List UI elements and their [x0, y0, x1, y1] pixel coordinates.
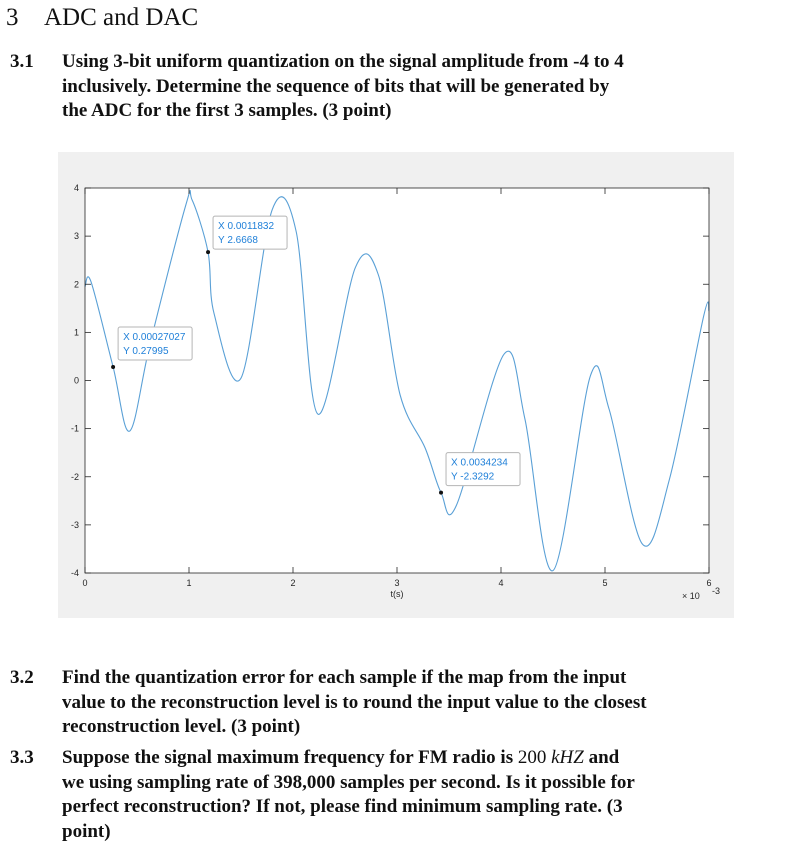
frequency-unit: kHZ	[551, 747, 584, 768]
datatip-x-label: X 0.0034234	[451, 457, 508, 469]
x-tick-label: 1	[186, 578, 192, 588]
y-tick-label: -3	[70, 519, 79, 530]
question-line-start: Suppose the signal maximum frequency for FM radio is	[62, 747, 518, 768]
x-tick-label: 2	[290, 578, 296, 588]
datatip-y-label: Y -2.3292	[451, 471, 495, 483]
datatip-marker	[111, 365, 115, 369]
datatip-marker	[439, 491, 443, 495]
y-tick-label: 3	[73, 231, 79, 242]
section-heading: ADC and DAC	[44, 4, 199, 31]
y-tick-label: 2	[73, 279, 79, 290]
question-line: Find the quantization error for each sample if the map from the input	[62, 667, 627, 688]
question-line: reconstruction level. (3 point)	[62, 716, 301, 737]
y-tick-label: -4	[70, 568, 79, 578]
question-line: inclusively. Determine the sequence of bits that will be generated by	[62, 75, 610, 97]
question-line-end: and	[583, 747, 620, 768]
question-line: the ADC for the first 3 samples. (3 point)	[62, 100, 392, 121]
question-number: 3.1	[10, 51, 34, 72]
datatip-y-label: Y 0.27995	[123, 346, 169, 358]
frequency-value: 200	[517, 747, 547, 768]
question-text	[62, 666, 785, 740]
datatip-x-label: X 0.00027027	[123, 332, 186, 344]
question-line: point)	[62, 820, 111, 842]
x-axis-label: t(s)	[390, 589, 404, 599]
x-tick-label: 0	[82, 578, 88, 588]
x-axis-exponent: × 10	[682, 591, 700, 601]
question-3-1	[10, 50, 785, 124]
x-tick-label: 4	[498, 578, 504, 588]
question-line: Using 3-bit uniform quantization on the signal amplitude from -4 to 4	[62, 51, 624, 72]
section-title	[6, 4, 198, 32]
datatip-marker	[206, 250, 210, 254]
signal-plot	[58, 152, 734, 618]
question-line: we using sampling rate of 398,000 samples per second. Is it possible for	[62, 771, 635, 793]
question-line: value to the reconstruction level is to round the input value to the closest	[62, 691, 647, 713]
datatip-y-label: Y 2.6668	[218, 235, 258, 247]
x-tick-label: 5	[602, 578, 608, 588]
x-axis-exponent-power: -3	[712, 586, 721, 596]
question-number: 3.2	[10, 667, 34, 688]
section-number: 3	[6, 4, 19, 31]
y-tick-label: 4	[73, 183, 79, 193]
y-tick-label: -2	[70, 471, 79, 482]
y-tick-label: 1	[73, 327, 79, 338]
y-tick-label: 0	[73, 375, 79, 386]
x-tick-label: 6	[706, 578, 712, 588]
question-3-3	[10, 746, 785, 844]
signal-plot-figure	[58, 152, 734, 618]
question-text	[62, 746, 785, 844]
question-number: 3.3	[10, 747, 34, 768]
question-line: perfect reconstruction? If not, please find minimum sampling rate. (3	[62, 796, 623, 817]
question-text	[62, 50, 785, 124]
question-3-2	[10, 666, 785, 740]
x-tick-label: 3	[394, 578, 400, 588]
datatip-x-label: X 0.0011832	[218, 221, 275, 233]
y-tick-label: -1	[70, 423, 79, 434]
